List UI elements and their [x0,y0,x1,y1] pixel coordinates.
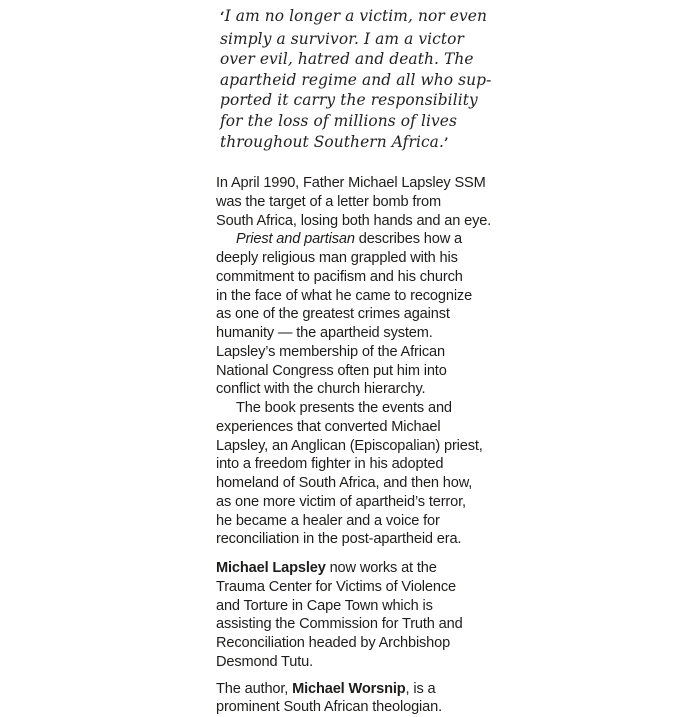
pull-quote [216,6,516,154]
blurb-column [216,6,516,717]
text-line: reconciliation in the post-apartheid era. [216,531,462,548]
text-line: The author, Michael Worsnip, is a [216,680,436,697]
paragraph-book-description [216,230,516,399]
paragraph-book-events [216,399,516,549]
text-line: he became a healer and a voice for [216,512,440,529]
text-line: conflict with the church hierarchy. [216,381,426,398]
quote-line: ‘I am no longer a victim, nor even [220,7,487,25]
quote-line: for the loss of millions of lives [220,111,457,130]
quote-line: simply a survivor. I am a victor [220,29,464,48]
subject-name: Michael Lapsley [216,560,326,577]
text-line: as one more victim of apartheid’s terror, [216,493,466,510]
text-line: Lapsley’s membership of the African [216,343,445,360]
text-line: into a freedom fighter in his adopted [216,456,444,473]
open-quote-mark: ‘ [220,10,225,25]
text-line: prominent South African theologian. [216,699,442,716]
text-line: deeply religious man grappled with his [216,250,458,267]
text-line: assisting the Commission for Truth and [216,616,463,633]
text-line: commitment to pacifism and his church [216,268,463,285]
text-line: The book presents the events and [236,400,452,417]
text-line: National Congress often put him into [216,362,447,379]
quote-line: over evil, hatred and death. The [220,50,474,69]
text-line: Priest and partisan describes how a [236,231,462,248]
quote-line: ported it carry the responsibility [220,91,478,110]
text-line: was the target of a letter bomb from [216,193,441,210]
book-title: Priest and partisan [236,231,355,248]
text-line: Desmond Tutu. [216,653,314,670]
text-line: South Africa, losing both hands and an eye. [216,212,492,229]
text-line: in the face of what he came to recognize [216,287,473,304]
paragraph-bombing [216,174,516,230]
author-name: Michael Worsnip [292,680,406,697]
close-quote-mark: ’ [443,135,449,151]
text-line: and Torture in Cape Town which is [216,597,433,614]
quote-line: apartheid regime and all who sup- [220,70,492,89]
text-line: Lapsley, an Anglican (Episcopalian) priest, [216,437,483,454]
text-line: In April 1990, Father Michael Lapsley SSM [216,175,486,192]
quote-line: throughout Southern Africa.’ [220,132,449,151]
paragraph-author-bio [216,680,516,717]
paragraph-subject-bio [216,559,516,672]
text-line: Reconciliation headed by Archbishop [216,635,451,652]
text-line: humanity — the apartheid system. [216,325,433,342]
text-line: Michael Lapsley now works at the [216,560,437,577]
text-line: experiences that converted Michael [216,418,441,435]
text-line: homeland of South Africa, and then how, [216,475,473,492]
text-line: Trauma Center for Victims of Violence [216,578,456,595]
text-line: as one of the greatest crimes against [216,306,450,323]
